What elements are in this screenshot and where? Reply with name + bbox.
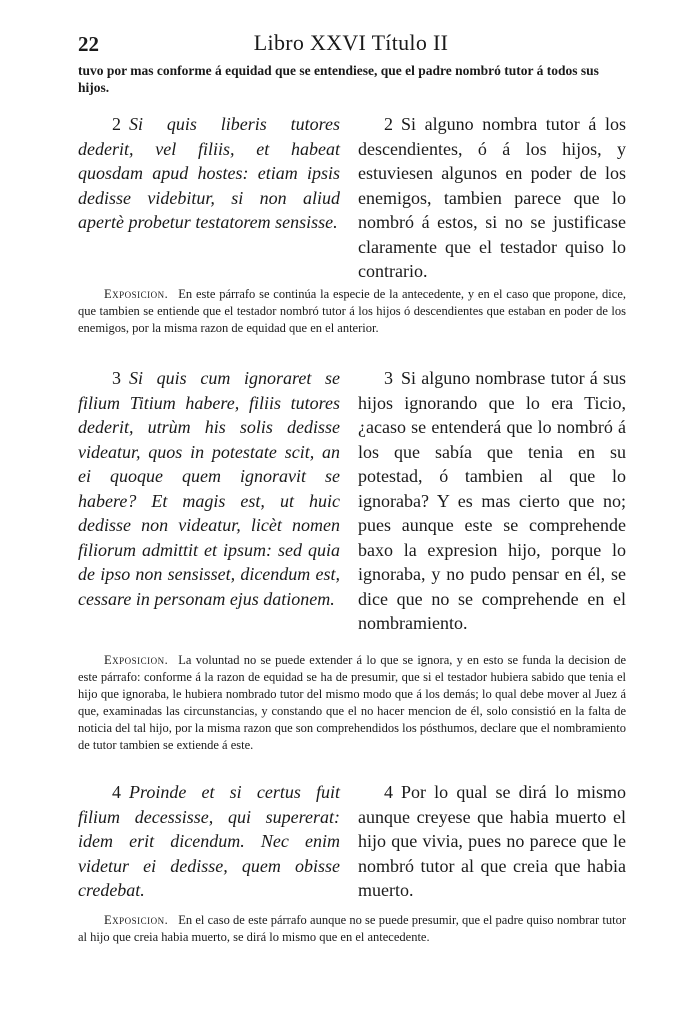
exposicion-body: En este párrafo se continúa la especie de la antecedente, y en el caso que propone, dice, que tambien se entiende que el testador nombró tutor á los hijos ó descendientes que estaban en poder de los enemigos, por la misma razon de equidad que en el anterior. <box>78 287 626 335</box>
page-header <box>78 28 624 58</box>
spanish-body: Si alguno nombrase tutor á sus hijos ignorando que lo era Ticio, ¿acaso se entenderá que lo nombró á los que sabía que tenia en su potestad, ó tambien al que lo ignoraba? Y es mas cierto que no; pues aunque este se comprehende baxo la expresion hijo, porque lo ignoraba, y no pudo pensar en él, se dice que no se comprehende en el nombramiento. <box>358 368 626 633</box>
section-number: 2 <box>384 114 393 134</box>
section-number: 4 <box>384 782 393 802</box>
spanish-text-2 <box>358 112 626 284</box>
latin-body: Proinde et si certus fuit filium decessisse, qui supererat: idem erit dicendum. Nec enim videtur ei dedisse, quem obisse credebat. <box>78 782 340 900</box>
spanish-body: Por lo qual se dirá lo mismo aunque creyese que habia muerto el hijo que vivia, pues no parece que le nombró tutor al que creia que habia muerto. <box>358 782 626 900</box>
section-number: 2 <box>112 114 121 134</box>
running-title: Libro XXVI Título II <box>253 30 449 55</box>
exposicion-label: Exposicion. <box>104 913 169 927</box>
exposicion-body: En el caso de este párrafo aunque no se puede presumir, que el padre quiso nombrar tutor al hijo que creia habia muerto, se dirá lo mismo que en el antecedente. <box>78 913 626 944</box>
exposicion-4 <box>78 912 626 946</box>
exposicion-2 <box>78 286 626 337</box>
section-number: 4 <box>112 782 121 802</box>
section-number: 3 <box>112 368 121 388</box>
spanish-text-3 <box>358 366 626 636</box>
latin-text-2 <box>78 112 340 235</box>
latin-body: Si quis cum ignoraret se filium Titium habere, filiis tutores dederit, utrùm his solis dedisse videatur, quos in potestate scit, an ei quoque quem ignoravit se habere? Et magis est, ut huic dedisse non videatur, licèt nomen filiorum admittit et ipsum: sed quia de ipso non sensisset, dicendum est, cessare in personam ejus dationem. <box>78 368 340 609</box>
spanish-body: Si alguno nombra tutor á los descendientes, ó á los hijos, y estuviesen algunos en poder de los enemigos, tambien parece que lo nombró á estos, si no se justificase claramente que el testador quiso lo contrario. <box>358 114 626 281</box>
spanish-text-4 <box>358 780 626 903</box>
exposicion-3 <box>78 652 626 754</box>
latin-body: Si quis liberis tutores dederit, vel filiis, et habeat quosdam apud hostes: etiam ipsis dedisse videbitur, si non aliud apertè probetur testatorem sensisse. <box>78 114 340 232</box>
page-number: 22 <box>78 32 99 56</box>
exposicion-label: Exposicion. <box>104 287 169 301</box>
intro-paragraph: tuvo por mas conforme á equidad que se entendiese, que el padre nombró tutor á todos sus hijos. <box>78 63 599 95</box>
section-number: 3 <box>384 368 393 388</box>
exposicion-label: Exposicion. <box>104 653 169 667</box>
latin-text-4 <box>78 780 340 903</box>
latin-text-3 <box>78 366 340 611</box>
exposicion-body: La voluntad no se puede extender á lo que se ignora, y en esto se funda la decision de este párrafo: conforme á la razon de equidad se ha de presumir, que si el testador hubiera sabido que tenia el hijo que ignoraba, le hubiera nombrado tutor del mismo modo que á los demás; lo qual debe mover al Juez á que, examinadas las circunstancias, y constando que el no hacer mencion de él, solo consistió en la falta de noticia del tal hijo, por la misma razon que son comprehendidos los pósthumos, declare que el nombramiento de tutor tambien se extiende á este. <box>78 653 626 752</box>
